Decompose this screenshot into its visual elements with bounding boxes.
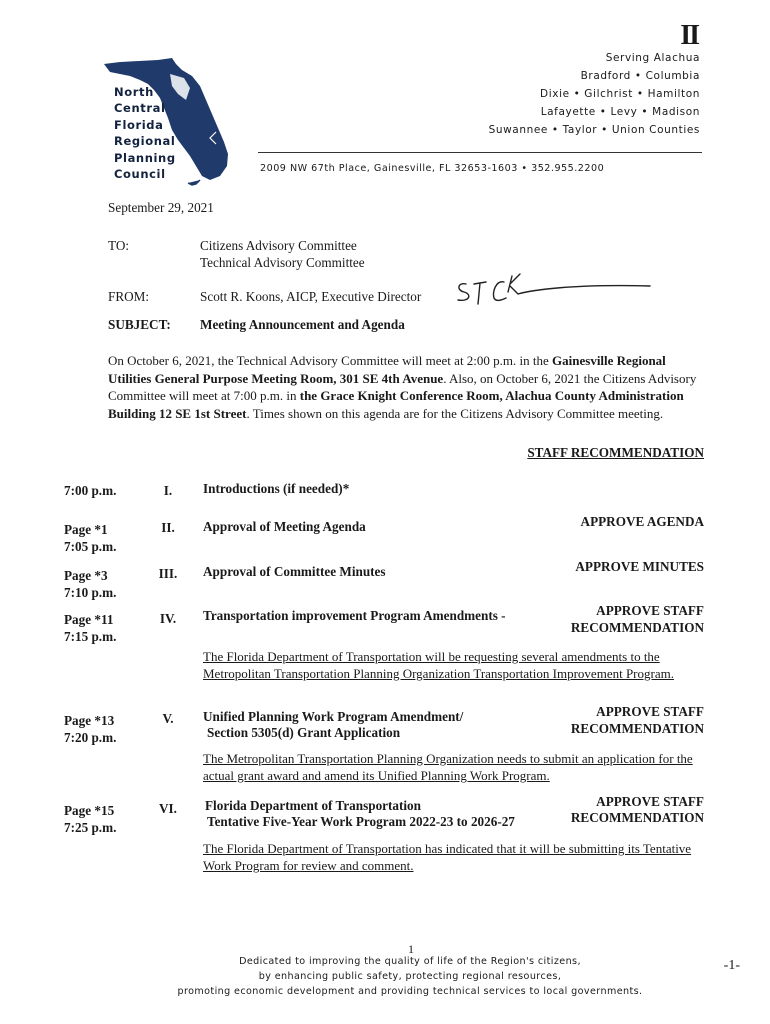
agenda-number: VI. <box>159 801 177 816</box>
agenda-number: V. <box>162 711 174 726</box>
agenda-number: II. <box>161 520 175 535</box>
intro-text: On October 6, 2021, the Technical Advisory Committee will meet at 2:00 p.m. in the <box>108 353 553 368</box>
footer-line: promoting economic development and providing technical services to local governments. <box>177 986 643 997</box>
agenda-time: 7:25 p.m. <box>64 820 117 835</box>
org-name-line: Florida <box>114 117 164 132</box>
agenda-number: IV. <box>159 611 177 626</box>
agenda-number: I. <box>163 483 173 498</box>
page-number: 1 <box>408 942 414 956</box>
org-name <box>114 84 176 182</box>
intro-location-bold: Gainesville Regional Utilities General Purpose Meeting Room, 301 SE 4th Avenue <box>108 353 666 386</box>
agenda-recommendation: APPROVE MINUTES <box>575 559 704 574</box>
from-sender: Scott R. Koons, AICP, Executive Director <box>200 289 422 304</box>
county-line: Lafayette • Levy • Madison <box>540 106 700 118</box>
county-line: Suwannee • Taylor • Union Counties <box>488 124 700 136</box>
org-name-line: Central <box>114 101 166 116</box>
org-name-line: Regional <box>114 134 176 149</box>
agenda-recommendation: RECOMMENDATION <box>570 620 704 635</box>
org-address: 2009 NW 67th Place, Gainesville, FL 32653-1603 • 352.955.2200 <box>260 163 605 174</box>
meeting-intro-paragraph <box>108 352 708 422</box>
intro-text: . Times shown on this agenda are for the Citizens Advisory Committee meeting. <box>246 405 664 421</box>
footer-line: Dedicated to improving the quality of life of the Region's citizens, <box>239 956 581 967</box>
agenda-description: The Florida Department of Transportation has indicated that it will be submitting its Tentative Work Program for review and comment. <box>203 841 692 873</box>
org-name-line: North <box>114 85 154 99</box>
to-recipient: Technical Advisory Committee <box>200 255 365 270</box>
agenda-recommendation: APPROVE AGENDA <box>580 514 704 529</box>
footer-mission-statement <box>100 954 720 999</box>
agenda-recommendation: RECOMMENDATION <box>570 721 704 736</box>
agenda-title: Approval of Committee Minutes <box>203 564 386 579</box>
agenda-time: 7:15 p.m. <box>64 629 117 644</box>
handwritten-page-number: -1- <box>723 958 740 973</box>
subject-text: Meeting Announcement and Agenda <box>200 317 405 332</box>
intro-text: . Also, on October 6, 2021 the Citizens Advisory Committee will meet at 7:00 p.m. in <box>108 370 697 403</box>
agenda-page-ref: Page *1 <box>64 522 108 537</box>
agenda-recommendation: APPROVE STAFF <box>596 603 704 618</box>
header-divider <box>258 152 702 153</box>
agenda-title: Unified Planning Work Program Amendment/ <box>203 709 464 724</box>
page-section-mark: II <box>680 20 698 51</box>
memo-date: September 29, 2021 <box>108 200 214 215</box>
agenda-recommendation: APPROVE STAFF <box>596 794 704 809</box>
agenda-page-ref: Page *15 <box>64 803 115 818</box>
agenda-page-ref: Page *11 <box>64 612 114 627</box>
staff-recommendation-header: STAFF RECOMMENDATION <box>527 445 704 460</box>
agenda-recommendation: APPROVE STAFF <box>596 704 704 719</box>
agenda-time: 7:05 p.m. <box>64 539 117 554</box>
agenda-description: The Metropolitan Transportation Planning Organization needs to submit an application for the actual grant award and amend its Unified Planning Work Program. <box>203 751 693 783</box>
agenda-number: III. <box>158 566 178 581</box>
counties-served <box>489 49 700 139</box>
county-line: Bradford • Columbia <box>580 70 700 82</box>
to-label: TO: <box>108 238 130 253</box>
agenda-title: Florida Department of Transportation <box>205 798 421 813</box>
agenda-title: Introductions (if needed)* <box>203 481 350 496</box>
from-label: FROM: <box>108 289 150 304</box>
county-line: Dixie • Gilchrist • Hamilton <box>540 88 700 100</box>
agenda-time: 7:10 p.m. <box>64 585 117 600</box>
intro-location-bold: the Grace Knight Conference Room, Alachua County Administration Building 12 SE 1st Street <box>108 388 684 421</box>
county-line: Serving Alachua <box>605 52 700 64</box>
agenda-page-ref: Page *13 <box>64 713 115 728</box>
agenda-recommendation: RECOMMENDATION <box>570 810 704 825</box>
org-name-line: Planning <box>114 150 176 165</box>
agenda-description: The Florida Department of Transportation will be requesting several amendments to the Metropolitan Transportation Planning Organization Transportation Improvement Program. <box>203 649 674 681</box>
subject-label: SUBJECT: <box>108 317 171 332</box>
handwritten-initials-signature <box>452 262 657 310</box>
footer-line: by enhancing public safety, protecting regional resources, <box>258 971 562 982</box>
agenda-title: Transportation improvement Program Amendments - <box>203 608 506 623</box>
agenda-title: Approval of Meeting Agenda <box>203 519 366 534</box>
to-recipient: Citizens Advisory Committee <box>200 238 357 253</box>
agenda-page-ref: Page *3 <box>64 568 108 583</box>
agenda-title: Section 5305(d) Grant Application <box>207 725 401 740</box>
agenda-title: Tentative Five-Year Work Program 2022-23 to 2026-27 <box>207 814 515 829</box>
agenda-time: 7:20 p.m. <box>64 730 117 745</box>
org-name-line: Council <box>114 167 166 182</box>
agenda-time: 7:00 p.m. <box>64 483 117 498</box>
